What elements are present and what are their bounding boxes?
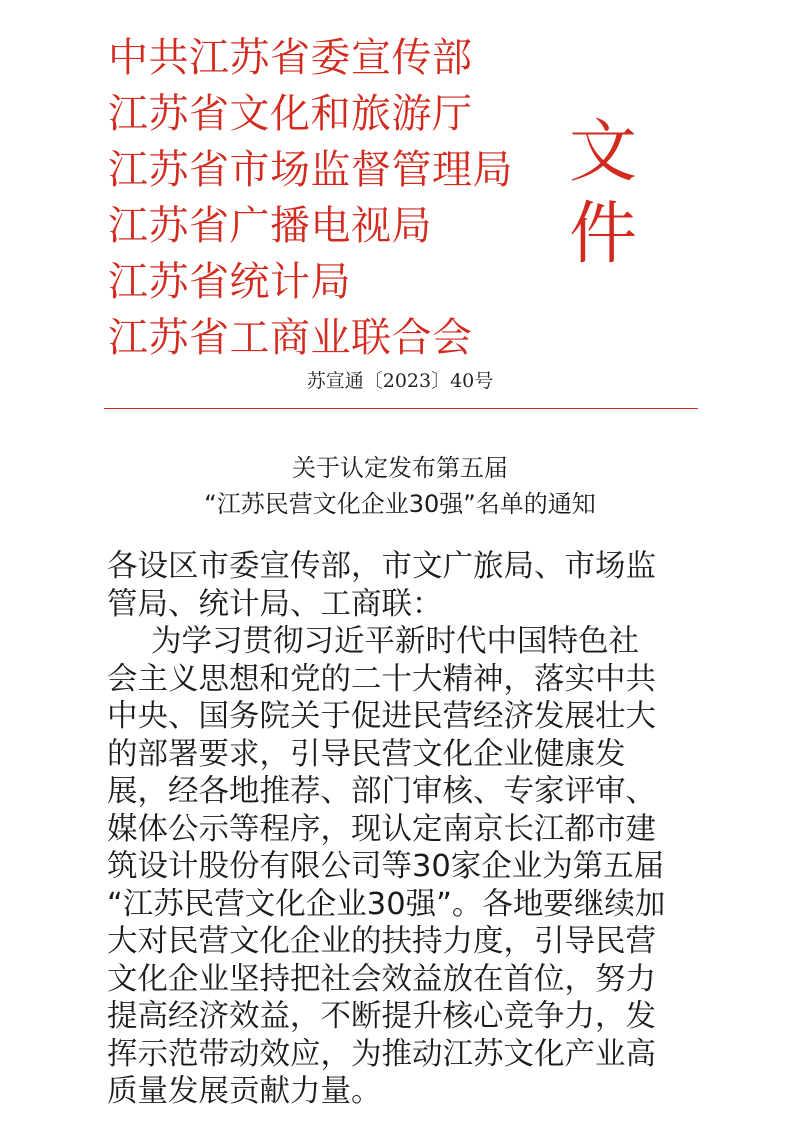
issuer-name: 江苏省市场监督管理局	[108, 147, 513, 193]
issuing-authorities	[108, 30, 513, 366]
document-title	[0, 450, 800, 522]
issuer-name: 江苏省文化和旅游厅	[108, 91, 473, 137]
title-line: “江苏民营文化企业30强”名单的通知	[204, 490, 596, 518]
body-line: 会主义思想和党的二十大精神，落实中共	[107, 661, 656, 697]
issuer-name: 中共江苏省委宣传部	[108, 35, 473, 81]
body-line: 质量发展贡献力量。	[107, 1074, 382, 1109]
document-number: 苏宣通〔2023〕40号	[306, 370, 494, 392]
red-divider-line	[104, 408, 698, 409]
body-line: 管局、统计局、工商联：	[107, 586, 443, 622]
body-line: 展，经各地推荐、部门审核、专家评审、	[107, 774, 656, 809]
body-line: 的部署要求，引导民营文化企业健康发	[107, 736, 626, 772]
body-line: 筑设计股份有限公司等30家企业为第五届	[107, 849, 665, 884]
document-body	[107, 548, 697, 1111]
issuer-name: 江苏省广播电视局	[108, 203, 432, 249]
issuer-name: 江苏省统计局	[108, 259, 351, 305]
body-line: 各设区市委宣传部，市文广旅局、市场监	[107, 549, 656, 584]
title-line: 关于认定发布第五届	[292, 454, 508, 482]
document-type-char: 文	[568, 113, 637, 192]
issuer-name: 江苏省工商业联合会	[108, 315, 473, 361]
body-line: 大对民营文化企业的扶持力度，引导民营	[107, 924, 656, 959]
body-line: 为学习贯彻习近平新时代中国特色社	[151, 624, 639, 659]
document-header	[108, 30, 708, 361]
body-line: 提高经济效益，不断提升核心竞争力，发	[107, 999, 656, 1034]
body-line: 挥示范带动效应，为推动江苏文化产业高	[107, 1036, 656, 1072]
document-type-label	[563, 112, 643, 276]
document-type-char: 件	[568, 195, 637, 274]
body-line: 中央、国务院关于促进民营经济发展壮大	[107, 699, 656, 734]
body-line: 媒体公示等程序，现认定南京长江都市建	[107, 811, 656, 847]
body-line: “江苏民营文化企业30强”。各地要继续加	[107, 886, 666, 922]
body-line: 文化企业坚持把社会效益放在首位，努力	[107, 961, 656, 997]
